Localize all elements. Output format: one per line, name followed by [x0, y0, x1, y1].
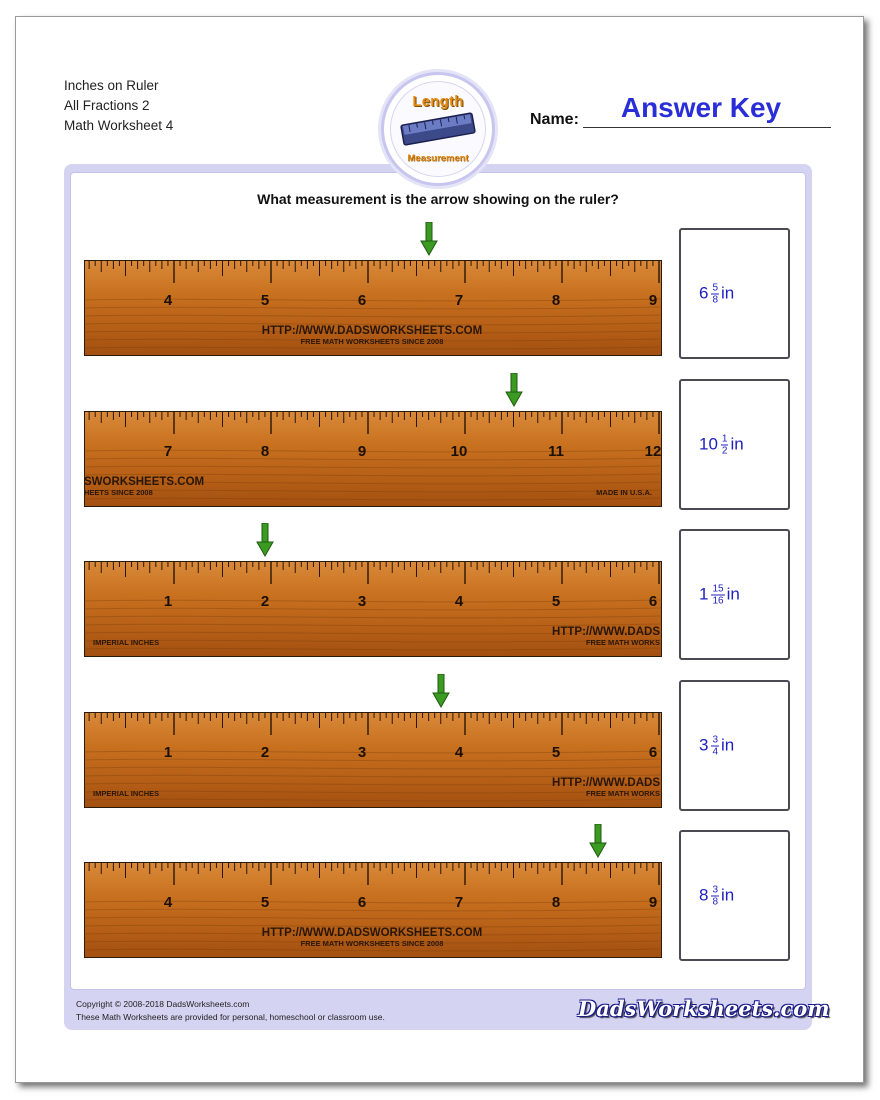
ruler-inch-label: 6 — [648, 593, 658, 610]
ruler-inch-label: 12 — [644, 443, 662, 460]
answer-box[interactable] — [679, 228, 790, 359]
answer-fraction — [711, 884, 719, 907]
fraction-numerator: 1 — [721, 433, 728, 444]
ruler-inch-label: 6 — [357, 292, 367, 309]
ruler-inch-label: 7 — [454, 894, 464, 911]
ruler-inch-label: 2 — [260, 593, 270, 610]
ruler-inch-label: 5 — [260, 292, 270, 309]
ruler-imperial-label: IMPERIAL INCHES — [93, 638, 160, 647]
ruler-inch-label: 9 — [357, 443, 367, 460]
answer-whole: 8 — [699, 885, 709, 905]
ruler-brand-url: SWORKSHEETS.COM — [84, 476, 205, 488]
measurement-arrow — [420, 222, 438, 256]
ruler-inch-label: 10 — [450, 443, 468, 460]
ruler-inch-label: 5 — [551, 744, 561, 761]
ruler — [84, 411, 662, 507]
title-line-2: All Fractions 2 — [64, 98, 150, 113]
ruler — [84, 712, 662, 808]
problem-row — [0, 680, 880, 820]
ruler-icon — [398, 109, 478, 149]
answer-unit: in — [730, 434, 744, 454]
ruler-inch-label: 8 — [551, 292, 561, 309]
name-label: Name: — [530, 111, 579, 128]
ruler-inch-label: 7 — [454, 292, 464, 309]
fraction-denominator: 8 — [712, 294, 719, 305]
answer-value — [699, 884, 734, 907]
ruler-brand-url: HTTP://WWW.DADS — [552, 777, 660, 789]
question-text: What measurement is the arrow showing on the ruler? — [257, 191, 619, 207]
fraction-numerator: 15 — [712, 583, 724, 594]
answer-fraction — [711, 583, 724, 606]
answer-unit: in — [721, 735, 735, 755]
fraction-numerator: 3 — [712, 734, 719, 745]
answer-unit: in — [721, 283, 735, 303]
fraction-denominator: 2 — [721, 445, 728, 456]
ruler-brand-tagline: FREE MATH WORKS — [585, 789, 660, 798]
title-line-3: Math Worksheet 4 — [64, 118, 174, 133]
ruler-inch-label: 8 — [551, 894, 561, 911]
answer-value — [699, 583, 740, 606]
fraction-numerator: 3 — [712, 884, 719, 895]
logo-title: Length — [412, 93, 464, 110]
ruler-inch-label: 6 — [648, 744, 658, 761]
fraction-denominator: 4 — [712, 746, 719, 757]
ruler-inch-label: 4 — [163, 894, 173, 911]
ruler-brand-url: HTTP://WWW.DADSWORKSHEETS.COM — [261, 325, 483, 337]
ruler-inch-label: 4 — [454, 593, 464, 610]
ruler-inch-label: 2 — [260, 744, 270, 761]
ruler-inch-label: 6 — [357, 894, 367, 911]
answer-whole: 6 — [699, 283, 709, 303]
worksheet-title-block — [64, 76, 173, 136]
ruler-brand-tagline: FREE MATH WORKSHEETS SINCE 2008 — [300, 337, 444, 346]
answer-fraction — [711, 282, 719, 305]
measurement-arrow — [505, 373, 523, 407]
ruler-inch-label: 1 — [163, 593, 173, 610]
measurement-arrow — [256, 523, 274, 557]
fraction-numerator: 5 — [712, 282, 719, 293]
problem-row — [0, 228, 880, 368]
ruler-inch-label: 4 — [163, 292, 173, 309]
ruler-imperial-label: IMPERIAL INCHES — [93, 789, 160, 798]
answer-fraction — [721, 433, 729, 456]
ruler-inch-label: 3 — [357, 744, 367, 761]
ruler-inch-label: 5 — [260, 894, 270, 911]
ruler — [84, 862, 662, 958]
problem-row — [0, 379, 880, 519]
copyright-text: Copyright © 2008-2018 DadsWorksheets.com — [76, 999, 250, 1009]
ruler-inch-label: 9 — [648, 894, 658, 911]
problem-row — [0, 830, 880, 970]
measurement-arrow — [432, 674, 450, 708]
answer-key-heading: Answer Key — [620, 92, 782, 123]
title-line-1: Inches on Ruler — [64, 78, 159, 93]
ruler-brand-tagline: FREE MATH WORKSHEETS SINCE 2008 — [300, 939, 444, 948]
answer-fraction — [711, 734, 719, 757]
ruler-inch-label: 7 — [163, 443, 173, 460]
answer-value — [699, 282, 734, 305]
answer-whole: 3 — [699, 735, 709, 755]
ruler-inch-label: 11 — [548, 443, 564, 460]
logo-subtitle: Measurement — [407, 153, 469, 164]
ruler-brand-url: HTTP://WWW.DADSWORKSHEETS.COM — [261, 927, 483, 939]
answer-box[interactable] — [679, 379, 790, 510]
name-field[interactable] — [583, 127, 831, 128]
ruler-brand-tagline: HEETS SINCE 2008 — [84, 488, 153, 497]
ruler-inch-label: 8 — [260, 443, 270, 460]
ruler-brand-url: HTTP://WWW.DADS — [552, 626, 660, 638]
dadsworksheets-logo: DadsWorksheets.com — [578, 996, 830, 1021]
ruler-inch-label: 1 — [163, 744, 173, 761]
answer-whole: 10 — [699, 434, 718, 454]
ruler — [84, 260, 662, 356]
answer-whole: 1 — [699, 584, 709, 604]
answer-value — [699, 734, 734, 757]
answer-unit: in — [726, 584, 740, 604]
usage-notice: These Math Worksheets are provided for personal, homeschool or classroom use. — [76, 1012, 385, 1022]
ruler-inch-label: 5 — [551, 593, 561, 610]
ruler-made-in-label: MADE IN U.S.A. — [596, 488, 652, 497]
fraction-denominator: 16 — [712, 595, 724, 606]
ruler-inch-label: 9 — [648, 292, 658, 309]
answer-box[interactable] — [679, 830, 790, 961]
measurement-arrow — [589, 824, 607, 858]
problem-row — [0, 529, 880, 669]
answer-unit: in — [721, 885, 735, 905]
answer-box[interactable] — [679, 680, 790, 811]
ruler-brand-tagline: FREE MATH WORKS — [585, 638, 660, 647]
footer-copyright-block — [76, 998, 385, 1024]
length-measurement-logo — [381, 72, 495, 186]
ruler-inch-label: 4 — [454, 744, 464, 761]
ruler-inch-label: 3 — [357, 593, 367, 610]
fraction-denominator: 8 — [712, 896, 719, 907]
ruler — [84, 561, 662, 657]
answer-box[interactable] — [679, 529, 790, 660]
answer-value — [699, 433, 744, 456]
